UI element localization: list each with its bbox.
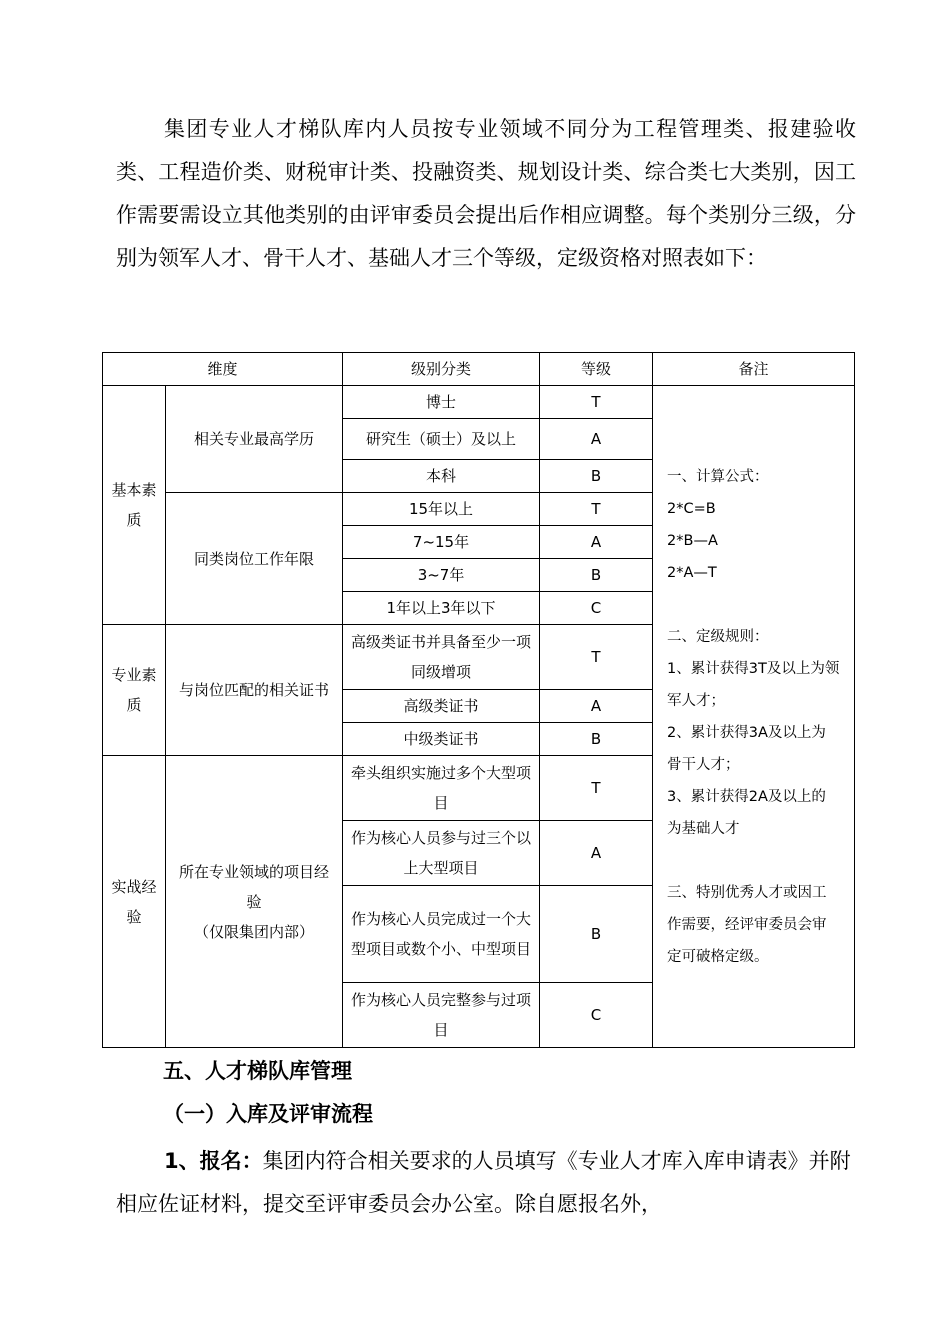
row-item: 作为核心人员参与过三个以上大型项目 [343, 821, 540, 886]
row-grade: B [540, 460, 653, 493]
intro-paragraph: 集团专业人才梯队库内人员按专业领域不同分为工程管理类、报建验收类、工程造价类、财税审计类、投融资类、规划设计类、综合类七大类别，因工作需要需设立其他类别的由评审委员会提出后作相应调整。每个类别分三级，分别为领军人才、骨干人才、基础人才三个等级，定级资格对照表如下： [116, 117, 856, 270]
table-header-row [103, 353, 855, 386]
table-row [103, 386, 855, 419]
remarks-rules-title: 二、定级规则： [667, 628, 769, 645]
sub-work-years: 同类岗位工作年限 [166, 493, 343, 625]
row-grade: B [540, 886, 653, 983]
sub-project-experience [166, 756, 343, 1048]
sub-project-label: 所在专业领域的项目经验 [179, 862, 330, 911]
remarks-rule-3: 3、累计获得2A及以上的为基础人才 [667, 788, 826, 837]
sub-certificate: 与岗位匹配的相关证书 [166, 625, 343, 756]
row-item: 高级类证书并具备至少一项同级增项 [343, 625, 540, 690]
row-grade: T [540, 386, 653, 419]
row-grade: T [540, 493, 653, 526]
remarks-formula-2: 2*B—A [667, 532, 718, 549]
remarks-cell [653, 386, 855, 1048]
remarks-special: 三、特别优秀人才或因工作需要，经评审委员会审定可破格定级。 [667, 884, 827, 965]
section-5-1-heading: （一）入库及评审流程 [163, 1102, 373, 1126]
signup-paragraph [116, 1140, 856, 1226]
row-item: 研究生（硕士）及以上 [343, 419, 540, 460]
row-item: 1年以上3年以下 [343, 592, 540, 625]
row-grade: T [540, 756, 653, 821]
row-item: 牵头组织实施过多个大型项目 [343, 756, 540, 821]
header-grade: 等级 [540, 353, 653, 386]
row-grade: A [540, 526, 653, 559]
row-grade: A [540, 690, 653, 723]
header-remarks: 备注 [653, 353, 855, 386]
row-grade: C [540, 592, 653, 625]
remarks-formula-3: 2*A—T [667, 564, 717, 581]
row-grade: A [540, 821, 653, 886]
row-item: 本科 [343, 460, 540, 493]
row-item: 高级类证书 [343, 690, 540, 723]
remarks-rule-2: 2、累计获得3A及以上为骨干人才； [667, 724, 826, 773]
row-grade: C [540, 983, 653, 1048]
remarks-formula-1: 2*C=B [667, 500, 716, 517]
signup-label: 1、报名： [164, 1149, 263, 1173]
row-grade: B [540, 559, 653, 592]
row-grade: B [540, 723, 653, 756]
row-item: 7~15年 [343, 526, 540, 559]
row-item: 博士 [343, 386, 540, 419]
row-item: 作为核心人员完成过一个大型项目或数个小、中型项目 [343, 886, 540, 983]
dimension-experience: 实战经验 [103, 756, 166, 1048]
header-dimension: 维度 [103, 353, 343, 386]
sub-project-note: （仅限集团内部） [194, 922, 315, 941]
header-level-category: 级别分类 [343, 353, 540, 386]
row-item: 15年以上 [343, 493, 540, 526]
signup-text: 集团内符合相关要求的人员填写《专业人才库入库申请表》并附相应佐证材料，提交至评审委员会办公室。除自愿报名外， [116, 1149, 851, 1216]
section-5-heading: 五、人才梯队库管理 [163, 1059, 352, 1083]
row-item: 3~7年 [343, 559, 540, 592]
sub-education: 相关专业最高学历 [166, 386, 343, 493]
dimension-basic: 基本素质 [103, 386, 166, 625]
row-item: 作为核心人员完整参与过项目 [343, 983, 540, 1048]
dimension-professional: 专业素质 [103, 625, 166, 756]
remarks-rule-1: 1、累计获得3T及以上为领军人才； [667, 660, 840, 709]
remarks-formula-title: 一、计算公式： [667, 468, 769, 485]
grade-qualification-table [102, 352, 855, 1048]
row-item: 中级类证书 [343, 723, 540, 756]
row-grade: A [540, 419, 653, 460]
row-grade: T [540, 625, 653, 690]
